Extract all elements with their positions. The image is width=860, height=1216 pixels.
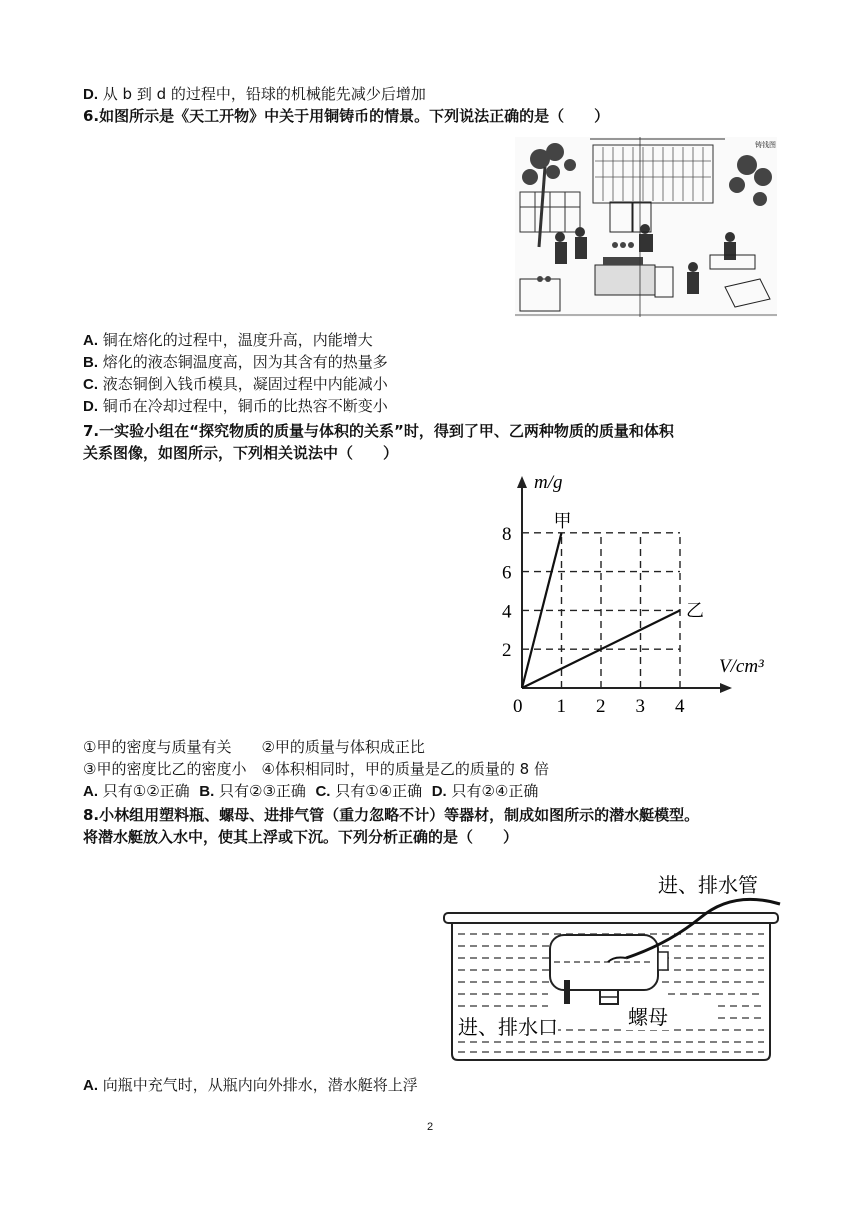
choice-text: 只有②③正确 — [219, 782, 306, 800]
x-tick-label: 2 — [596, 696, 606, 717]
x-axis-arrow — [720, 683, 732, 693]
intake-port — [564, 980, 570, 1004]
x-tick-label: 3 — [635, 696, 645, 717]
q7-statements-line1: ①甲的密度与质量有关 ②甲的质量与体积成正比 — [83, 738, 425, 756]
label-nut: 螺母 — [628, 1007, 668, 1029]
y-tick-label: 8 — [502, 523, 512, 545]
option-text: 从 b 到 d 的过程中，铅球的机械能先减少后增加 — [102, 85, 426, 103]
q7-statements-line2: ③甲的密度比乙的密度小 ④体积相同时，甲的质量是乙的质量的 8 倍 — [83, 760, 549, 778]
option-key: A. — [83, 332, 98, 349]
choice-key: A. — [83, 783, 98, 800]
option-key: D. — [83, 398, 98, 415]
q6-stem: 6.如图所示是《天工开物》中关于用铜铸币的情景。下列说法正确的是（ ） — [83, 107, 610, 125]
q5-option-d — [83, 83, 426, 106]
tank-rim — [444, 913, 778, 923]
image-caption: 铸钱图 — [755, 141, 776, 149]
option-text: 液态铜倒入钱币模具，凝固过程中内能减小 — [102, 375, 388, 393]
woodcut-illustration — [515, 137, 777, 317]
q7-stem-line2: 关系图像，如图所示，下列相关说法中（ ） — [83, 444, 399, 462]
q8-option-a — [83, 1074, 418, 1097]
x-tick-label: 1 — [556, 696, 566, 717]
submarine-diagram — [438, 858, 784, 1064]
choice-text: 只有①④正确 — [335, 782, 423, 800]
choice-key: B. — [199, 783, 215, 800]
origin-label: 0 — [513, 696, 523, 717]
y-tick-label: 6 — [502, 562, 512, 584]
x-axis-label: V/cm³ — [719, 656, 764, 677]
q6-option-a — [83, 329, 373, 352]
y-tick-label: 4 — [502, 601, 512, 623]
choice-key: D. — [431, 783, 447, 800]
series-label: 乙 — [686, 600, 704, 621]
bottle-cap — [658, 952, 668, 970]
x-tick-label: 4 — [675, 696, 685, 717]
choice-text: 只有②④正确 — [451, 782, 539, 800]
option-text: 向瓶中充气时，从瓶内向外排水，潜水艇将上浮 — [102, 1076, 418, 1094]
q6-coin-casting-illustration — [515, 137, 777, 317]
label-pipe: 进、排水管 — [658, 875, 758, 897]
inlet-outlet-pipe — [626, 899, 780, 958]
q7-choices — [83, 780, 538, 803]
chart-svg — [500, 466, 800, 726]
y-axis-arrow — [517, 476, 527, 488]
q8-stem-line2: 将潜水艇放入水中，使其上浮或下沉。下列分析正确的是（ ） — [83, 828, 519, 846]
q7-stem-line1: 7.一实验小组在“探究物质的质量与体积的关系”时，得到了甲、乙两种物质的质量和体积 — [83, 422, 674, 440]
q6-option-b — [83, 351, 388, 374]
page-number: 2 — [426, 1121, 434, 1133]
choice-key: C. — [315, 783, 331, 800]
option-key: A. — [83, 1077, 98, 1094]
label-port: 进、排水口 — [458, 1017, 558, 1039]
option-text: 铜币在冷却过程中，铜币的比热容不断变小 — [102, 397, 388, 415]
y-axis-label: m/g — [534, 472, 563, 493]
option-key: C. — [83, 376, 98, 393]
series-label: 甲 — [553, 510, 572, 531]
q6-option-d — [83, 395, 388, 418]
q7-mass-volume-chart — [500, 466, 800, 726]
option-text: 熔化的液态铜温度高，因为其含有的热量多 — [102, 353, 388, 371]
q6-option-c — [83, 373, 388, 396]
choice-text: 只有①②正确 — [102, 782, 190, 800]
q8-stem-line1: 8.小林组用塑料瓶、螺母、进排气管（重力忽略不计）等器材，制成如图所示的潜水艇模型。 — [83, 806, 700, 824]
q8-submarine-model-figure — [438, 858, 784, 1064]
option-key: D. — [83, 86, 98, 103]
option-text: 铜在熔化的过程中，温度升高，内能增大 — [102, 331, 373, 349]
y-tick-label: 2 — [502, 640, 512, 662]
option-key: B. — [83, 354, 98, 371]
